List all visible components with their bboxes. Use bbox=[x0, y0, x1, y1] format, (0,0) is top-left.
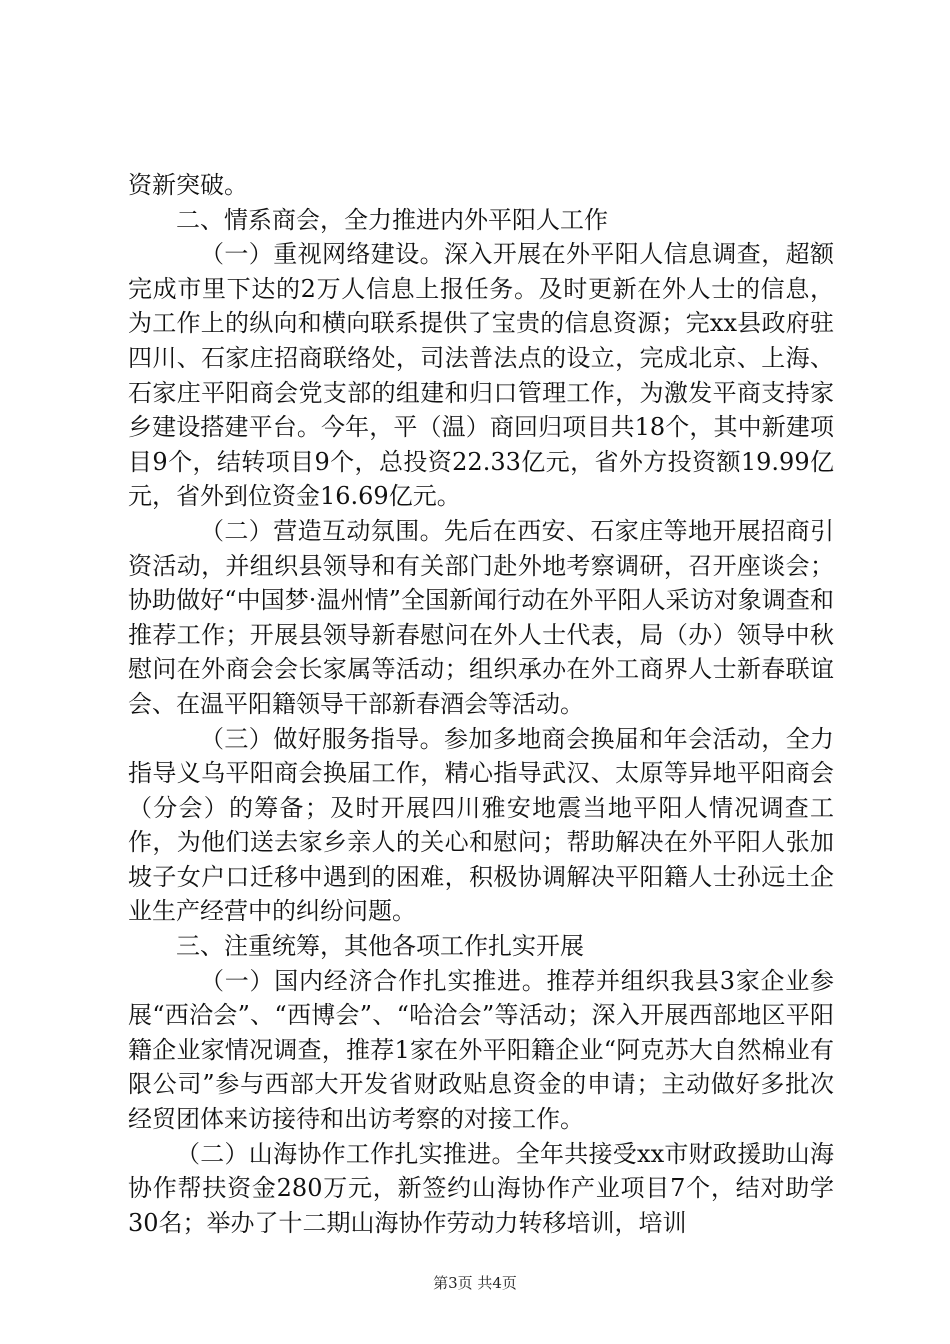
paragraph-network-building: （一）重视网络建设。深入开展在外平阳人信息调查，超额完成市里下达的2万人信息上报任务。及时更新在外人士的信息，为工作上的纵向和横向联系提供了宝贵的信息资源；完xx县政府驻四川、石家庄招商联络处，司法普法点的设立，完成北京、上海、石家庄平阳商会党支部的组建和归口管理工作，为激发平商支持家乡建设搭建平台。今年，平（温）商回归项目共18个，其中新建项目9个，结转项目9个，总投资22.33亿元，省外方投资额19.99亿元，省外到位资金16.69亿元。 bbox=[128, 240, 834, 511]
paragraph-service-guidance: （三）做好服务指导。参加多地商会换届和年会活动，全力指导义乌平阳商会换届工作，精心指导武汉、太原等异地平阳商会（分会）的筹备；及时开展四川雅安地震当地平阳人情况调查工作，为他们送去家乡亲人的关心和慰问；帮助解决在外平阳人张加坡子女户口迁移中遇到的困难，积极协调解决平阳籍人士孙远土企业生产经营中的纠纷问题。 bbox=[128, 724, 834, 926]
body-text bbox=[128, 168, 834, 1240]
paragraph-interaction: （二）营造互动氛围。先后在西安、石家庄等地开展招商引资活动，并组织县领导和有关部门赴外地考察调研，召开座谈会；协助做好“中国梦·温州情”全国新闻行动在外平阳人采访对象调查和推荐工作；开展县领导新春慰问在外人士代表，局（办）领导中秋慰问在外商会会长家属等活动；组织承办在外工商界人士新春联谊会、在温平阳籍领导干部新春酒会等活动。 bbox=[128, 516, 834, 718]
paragraph-mountain-sea: （二）山海协作工作扎实推进。全年共接受xx市财政援助山海协作帮扶资金280万元，新签约山海协作产业项目7个，结对助学30名；举办了十二期山海协作劳动力转移培训，培训 bbox=[128, 1139, 834, 1237]
section-heading-2: 二、情系商会，全力推进内外平阳人工作 bbox=[176, 205, 608, 234]
page-footer: 第3页 共4页 bbox=[433, 1274, 517, 1292]
paragraph-continuation: 资新突破。 bbox=[128, 171, 248, 199]
section-heading-3: 三、注重统筹，其他各项工作扎实开展 bbox=[176, 932, 584, 961]
paragraph-domestic-cooperation: （一）国内经济合作扎实推进。推荐并组织我县3家企业参展“西洽会”、“西博会”、“哈洽会”等活动；深入开展西部地区平阳籍企业家情况调查，推荐1家在外平阳籍企业“阿克苏大自然棉业有限公司”参与西部大开发省财政贴息资金的申请；主动做好多批次经贸团体来访接待和出访考察的对接工作。 bbox=[128, 966, 834, 1134]
